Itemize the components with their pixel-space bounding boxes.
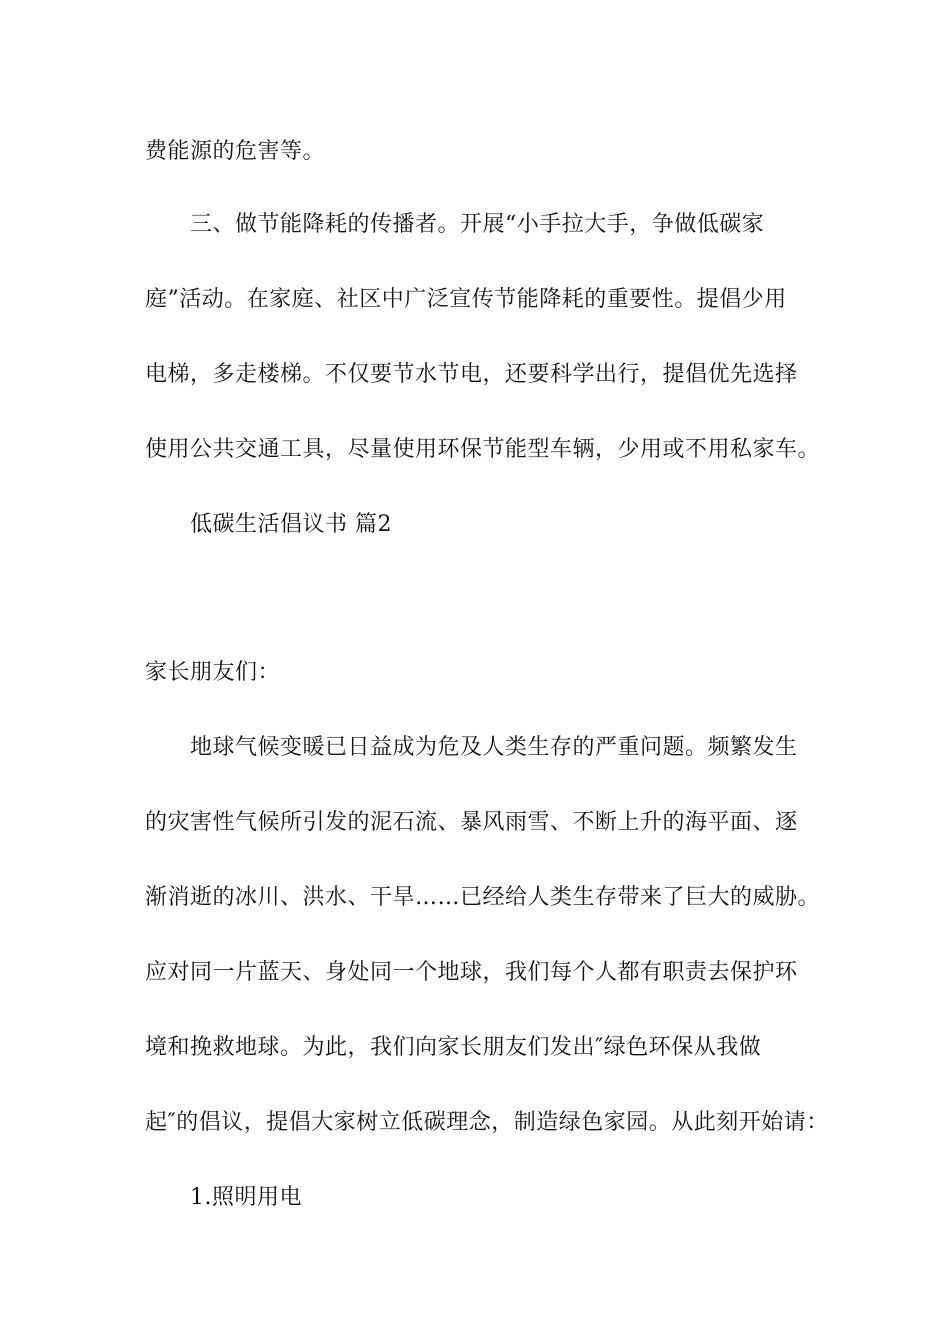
paragraph-line: 境和挽救地球。为此，我们向家长朋友们发出″绿色环保从我做	[145, 1035, 762, 1060]
paragraph-line: 三、做节能降耗的传播者。开展“小手拉大手，争做低碳家	[190, 212, 765, 237]
paragraph-line: 庭”活动。在家庭、社区中广泛宣传节能降耗的重要性。提倡少用	[145, 287, 787, 312]
paragraph-line: 应对同一片蓝天、身处同一个地球，我们每个人都有职责去保护环	[145, 960, 798, 985]
paragraph-line: 使用公共交通工具，尽量使用环保节能型车辆，少用或不用私家车。	[145, 437, 821, 462]
paragraph-line: 费能源的危害等。	[145, 139, 326, 164]
paragraph-line: 电梯，多走楼梯。不仅要节水节电，还要科学出行，提倡优先选择	[145, 362, 798, 387]
paragraph-line: 起″的倡议，提倡大家树立低碳理念，制造绿色家园。从此刻开始请：	[145, 1110, 829, 1135]
list-item-heading: 1.照明用电	[190, 1185, 302, 1210]
paragraph-line: 地球气候变暖已日益成为危及人类生存的严重问题。频繁发生	[190, 735, 798, 760]
section-heading: 低碳生活倡议书 篇2	[190, 512, 392, 537]
salutation: 家长朋友们：	[145, 660, 281, 685]
paragraph-line: 渐消逝的冰川、洪水、干旱……已经给人类生存带来了巨大的威胁。	[145, 885, 821, 910]
paragraph-line: 的灾害性气候所引发的泥石流、暴风雨雪、不断上升的海平面、逐	[145, 810, 798, 835]
